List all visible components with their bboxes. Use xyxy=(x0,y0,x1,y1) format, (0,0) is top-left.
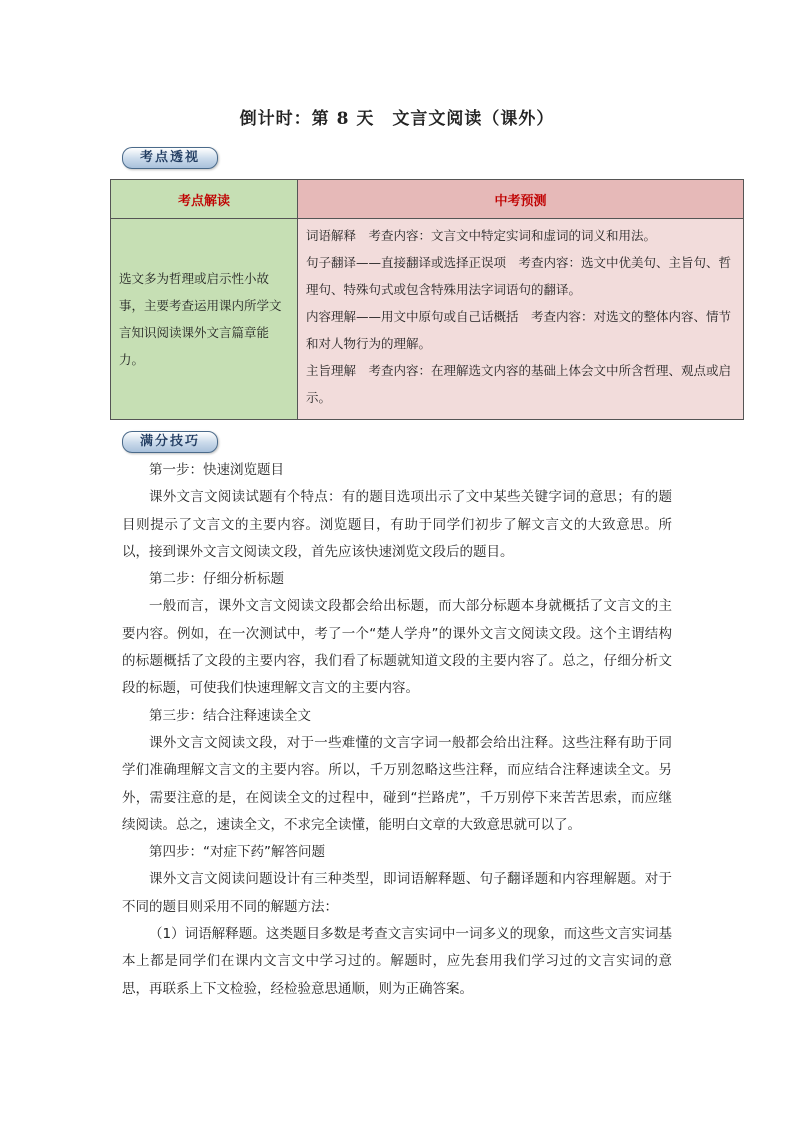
forecast-line: 词语解释 考查内容：文言文中特定实词和虚词的词义和用法。 xyxy=(306,228,657,243)
paragraph: （1）词语解释题。这类题目多数是考查文言实词中一词多义的现象，而这些文言实词基本上都是同学们在课内文言文中学习过的。解题时，应先套用我们学习过的文言实词的意思，再联系上下文检验，经检验意思通顺，则为正确答案。 xyxy=(122,926,672,997)
step-heading: 第一步：快速浏览题目 xyxy=(149,462,284,478)
tips-body xyxy=(122,457,672,1003)
table-header-row xyxy=(111,180,744,219)
section-badge-jiqiao: 满分技巧 xyxy=(122,431,218,453)
forecast-line: 内容理解——用文中原句或自己话概括 考查内容：对选文的整体内容、情节和对人物行为的理解。 xyxy=(306,309,732,351)
paragraph: 课外文言文阅读问题设计有三种类型，即词语解释题、句子翻译题和内容理解题。对于不同的题目则采用不同的解题方法： xyxy=(122,871,672,915)
forecast-line: 句子翻译——直接翻译或选择正误项 考查内容：选文中优美句、主旨句、哲理句、特殊句式或包含特殊用法字词语句的翻译。 xyxy=(306,255,732,297)
table-body-row xyxy=(111,219,744,420)
section-badge-kaodian: 考点透视 xyxy=(122,147,218,169)
step-heading: 第二步：仔细分析标题 xyxy=(149,571,284,588)
page-title: 倒计时：第 8 天 文言文阅读（课外） xyxy=(239,109,555,129)
paragraph: 一般而言，课外文言文阅读文段都会给出标题，而大部分标题本身就概括了文言文的主要内容。例如，在一次测试中，考了一个“楚人学舟”的课外文言文阅读文段。这个主谓结构的标题概括了文段的主要内容，我们看了标题就知道文段的主要内容了。总之，仔细分析文段的标题，可使我们快速理解文言文的主要内容。 xyxy=(122,598,672,697)
step-heading: 第三步：结合注释速读全文 xyxy=(149,707,311,724)
exam-point-table xyxy=(110,179,744,420)
header-exam-points: 考点解读 xyxy=(111,180,298,219)
paragraph: 课外文言文阅读试题有个特点：有的题目选项出示了文中某些关键字词的意思；有的题目则提示了文言文的主要内容。浏览题目，有助于同学们初步了解文言文的大致意思。所以，接到课外文言文阅读文段，首先应该快速浏览文段后的题目。 xyxy=(122,489,672,560)
forecast-cell xyxy=(298,219,744,420)
exam-points-cell: 选文多为哲理或启示性小故事，主要考查运用课内所学文言知识阅读课外文言篇章能力。 xyxy=(111,219,298,420)
paragraph: 课外文言文阅读文段，对于一些难懂的文言字词一般都会给出注释。这些注释有助于同学们准确理解文言文的主要内容。所以，千万别忽略这些注释，而应结合注释速读全文。另外，需要注意的是，在阅读全文的过程中，碰到“拦路虎”，千万别停下来苦苦思索，而应继续阅读。总之，速读全文，不求完全读懂，能明白文章的大致意思就可以了。 xyxy=(122,734,672,833)
header-forecast: 中考预测 xyxy=(298,180,744,219)
forecast-line: 主旨理解 考查内容：在理解选文内容的基础上体会文中所含哲理、观点或启示。 xyxy=(306,363,732,405)
step-heading: 第四步：“对症下药”解答问题 xyxy=(149,844,325,861)
